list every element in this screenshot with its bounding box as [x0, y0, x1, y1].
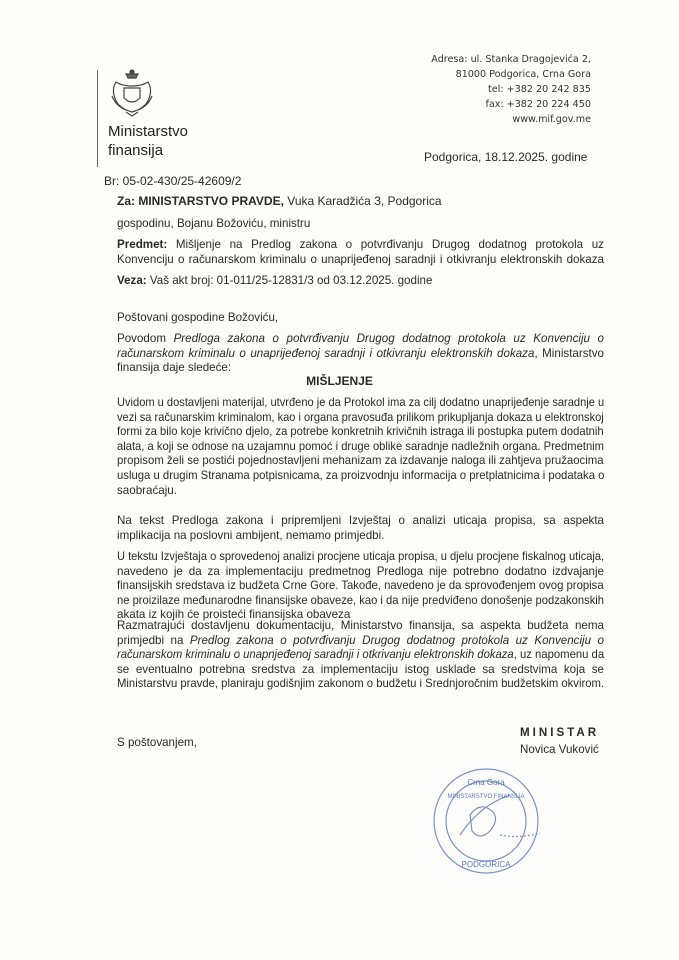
za-label: Za: [117, 194, 135, 208]
subject-text: Mišljenje na Predlog zakona o potvrđivanju Drugog dodatnog protokola uz [175, 238, 604, 251]
text-segment: Uvidom u dostavljeni materijal, utvrđeno je da Protokol ima za cilj dodatno unaprijeđenje saradnje u [117, 396, 605, 409]
text-segment: U tekstu Izvještaja o sprovedenoj analizi procjene uticaja propisa, u djelu procjene fiskalnog uticaja, [117, 550, 605, 563]
section-heading: MIŠLJENJE [306, 374, 373, 388]
paragraph-1-line [117, 332, 604, 346]
website-line: www.mif.gov.me [512, 114, 591, 125]
paragraph-2-line [117, 469, 604, 483]
subject-line-2: Konvenciju o računarskom kriminalu o unaprijeđenoj saradnji i otkivranju elektronskih dokaza [117, 253, 604, 266]
ministry-name [108, 122, 188, 160]
stamp-inner-text: MINISTARSTVO FINANSIJA [447, 794, 525, 800]
signature-title: MINISTAR [520, 726, 600, 739]
text-segment: Razmatrajući dostavljenu dokumentaciju, Ministarstvo finansija, sa aspekta budžeta nema [117, 619, 604, 632]
text-segment: akata iz kojih će proisteći finansijska obaveza [117, 608, 351, 622]
text-segment: usluga u drugim Stranama potpisnicama, za proizvodnju informacija o pretplatnicima i podataka o [117, 469, 605, 482]
document-date: Podgorica, 18.12.2025. godine [424, 150, 588, 164]
ministry-name-line2: finansija [108, 142, 164, 159]
italic-text: Predloga zakona o potvrđivanju Drugog dodatnog protokola uz Konvenciju o [173, 332, 605, 345]
text-segment: se eventualno potrebna sredstva za implementaciju istog usklade sa sredstvima koja se [117, 662, 604, 676]
salutation: Poštovani gospodine Božoviću, [117, 311, 279, 324]
reference-text: Vaš akt broj: 01-011/25-12831/3 od 03.12.2025. godine [146, 274, 433, 287]
text-segment: navedeno je da za implementaciju predmetnog Predloga nije potrebno dodatno izdvajanje [117, 564, 604, 578]
italic-text: računarskom kriminalu o unaprijeđenoj saradnji i otkivranju elektronskih dokaza [117, 346, 535, 360]
paragraph-2-line [117, 425, 604, 439]
stamp-outer-text: Crna Gora [467, 778, 505, 787]
signature-name: Novica Vuković [520, 743, 599, 756]
stamp-city-text: PODGORICA [461, 860, 511, 869]
recipient-line [117, 194, 604, 208]
text-segment: vezi sa računarskim kriminalom, kao i organa pravosuđa prilikom prikupljanja dokaza u elektronskoj [117, 410, 604, 424]
text-segment: Na tekst Predloga zakona i pripremljeni Izvještaj o analizi uticaja propisa, sa aspekta [117, 514, 604, 527]
paragraph-5-line [117, 619, 604, 633]
paragraph-4-line [117, 565, 604, 579]
text-segment: implikacija na poslovni ambijent, nemamo primjedbi. [117, 528, 385, 542]
subject-line-1 [117, 238, 604, 252]
text-segment: primjedbi na [117, 633, 190, 647]
text-segment: finansija daje sledeće: [117, 361, 232, 375]
text-segment: Ministarstvu pravde, planiraju godišnjim zakonom o budžetu i Srednjoročnim budžetskim okvirom. [117, 677, 605, 691]
address-block [431, 52, 591, 127]
paragraph-1-line [117, 361, 604, 375]
paragraph-2-line [117, 396, 604, 410]
paragraph-4-line [117, 550, 604, 564]
paragraph-2-line [117, 454, 604, 468]
coat-of-arms-icon [106, 66, 158, 118]
text-segment: formi za bilo koje krivično djelo, za potrebe konkretnih krivičnih istraga ili postupka putem dodatnih [117, 425, 604, 439]
paragraph-5-line [117, 634, 604, 648]
ministry-name-line1: Ministarstvo [108, 123, 189, 140]
paragraph-4-line [117, 579, 604, 593]
paragraph-1-line [117, 347, 604, 361]
text-segment: finansijskih sredstava iz budžeta Crne Gore. Takođe, navedeno je da sprovođenjem ovog propisa [117, 579, 604, 593]
official-stamp-icon [430, 765, 542, 877]
paragraph-2-line [117, 440, 604, 454]
recipient-address: Vuka Karadžića 3, Podgorica [283, 194, 442, 208]
signature-block [520, 724, 599, 758]
paragraph-5-line [117, 663, 604, 677]
text-segment: Povodom [117, 332, 174, 345]
recipient-name: MINISTARSTVO PRAVDE, [138, 194, 284, 208]
reference-label: Veza: [117, 274, 147, 287]
paragraph-2-line [117, 411, 604, 425]
italic-text: Predlog zakona o potvrđivanju Drugog dodatnog protokola uz Konvenciju o [189, 633, 604, 647]
text-segment: alata, a koji se odnose na uzajamnu pomoć i druge oblike saradnje nadležnih organa. Predmetnim [117, 439, 604, 453]
recipient-person: gospodinu, Bojanu Božoviću, ministru [117, 217, 311, 230]
paragraph-5-line [117, 677, 604, 691]
fax-line: fax: +382 20 224 450 [485, 99, 591, 110]
italic-text: računarskom kriminalu o unapnjeđenoj saradnji i otkrivanju elektronskih dokaza [117, 648, 514, 662]
document-number: Br: 05-02-430/25-42609/2 [104, 174, 242, 188]
logo-divider [97, 70, 98, 167]
paragraph-3-line [117, 529, 604, 543]
reference-line [117, 274, 604, 288]
address-line: Adresa: ul. Stanka Dragojevića 2, [431, 54, 591, 65]
closing: S poštovanjem, [117, 736, 197, 749]
paragraph-3-line [117, 514, 604, 528]
text-segment: propisom želi se postići pojednostavljeni mehanizam za izdavanje naloga ili zahtjeva pružaocima [117, 454, 604, 468]
phone-line: tel: +382 20 242 835 [488, 84, 591, 95]
text-segment: , Ministarstvo [534, 346, 604, 360]
text-segment: , uz napomenu da [513, 648, 605, 662]
paragraph-4-line [117, 594, 604, 608]
text-segment: ne proizilaze međunarodne finansijske obaveze, kao i da nije predviđeno donošenje podzakonskih [117, 593, 605, 607]
subject-label: Predmet: [117, 238, 168, 251]
text-segment: saobraćaju. [117, 483, 177, 497]
paragraph-2-line [117, 484, 604, 498]
address-line: 81000 Podgorica, Crna Gora [455, 69, 591, 80]
paragraph-5-line [117, 648, 604, 662]
